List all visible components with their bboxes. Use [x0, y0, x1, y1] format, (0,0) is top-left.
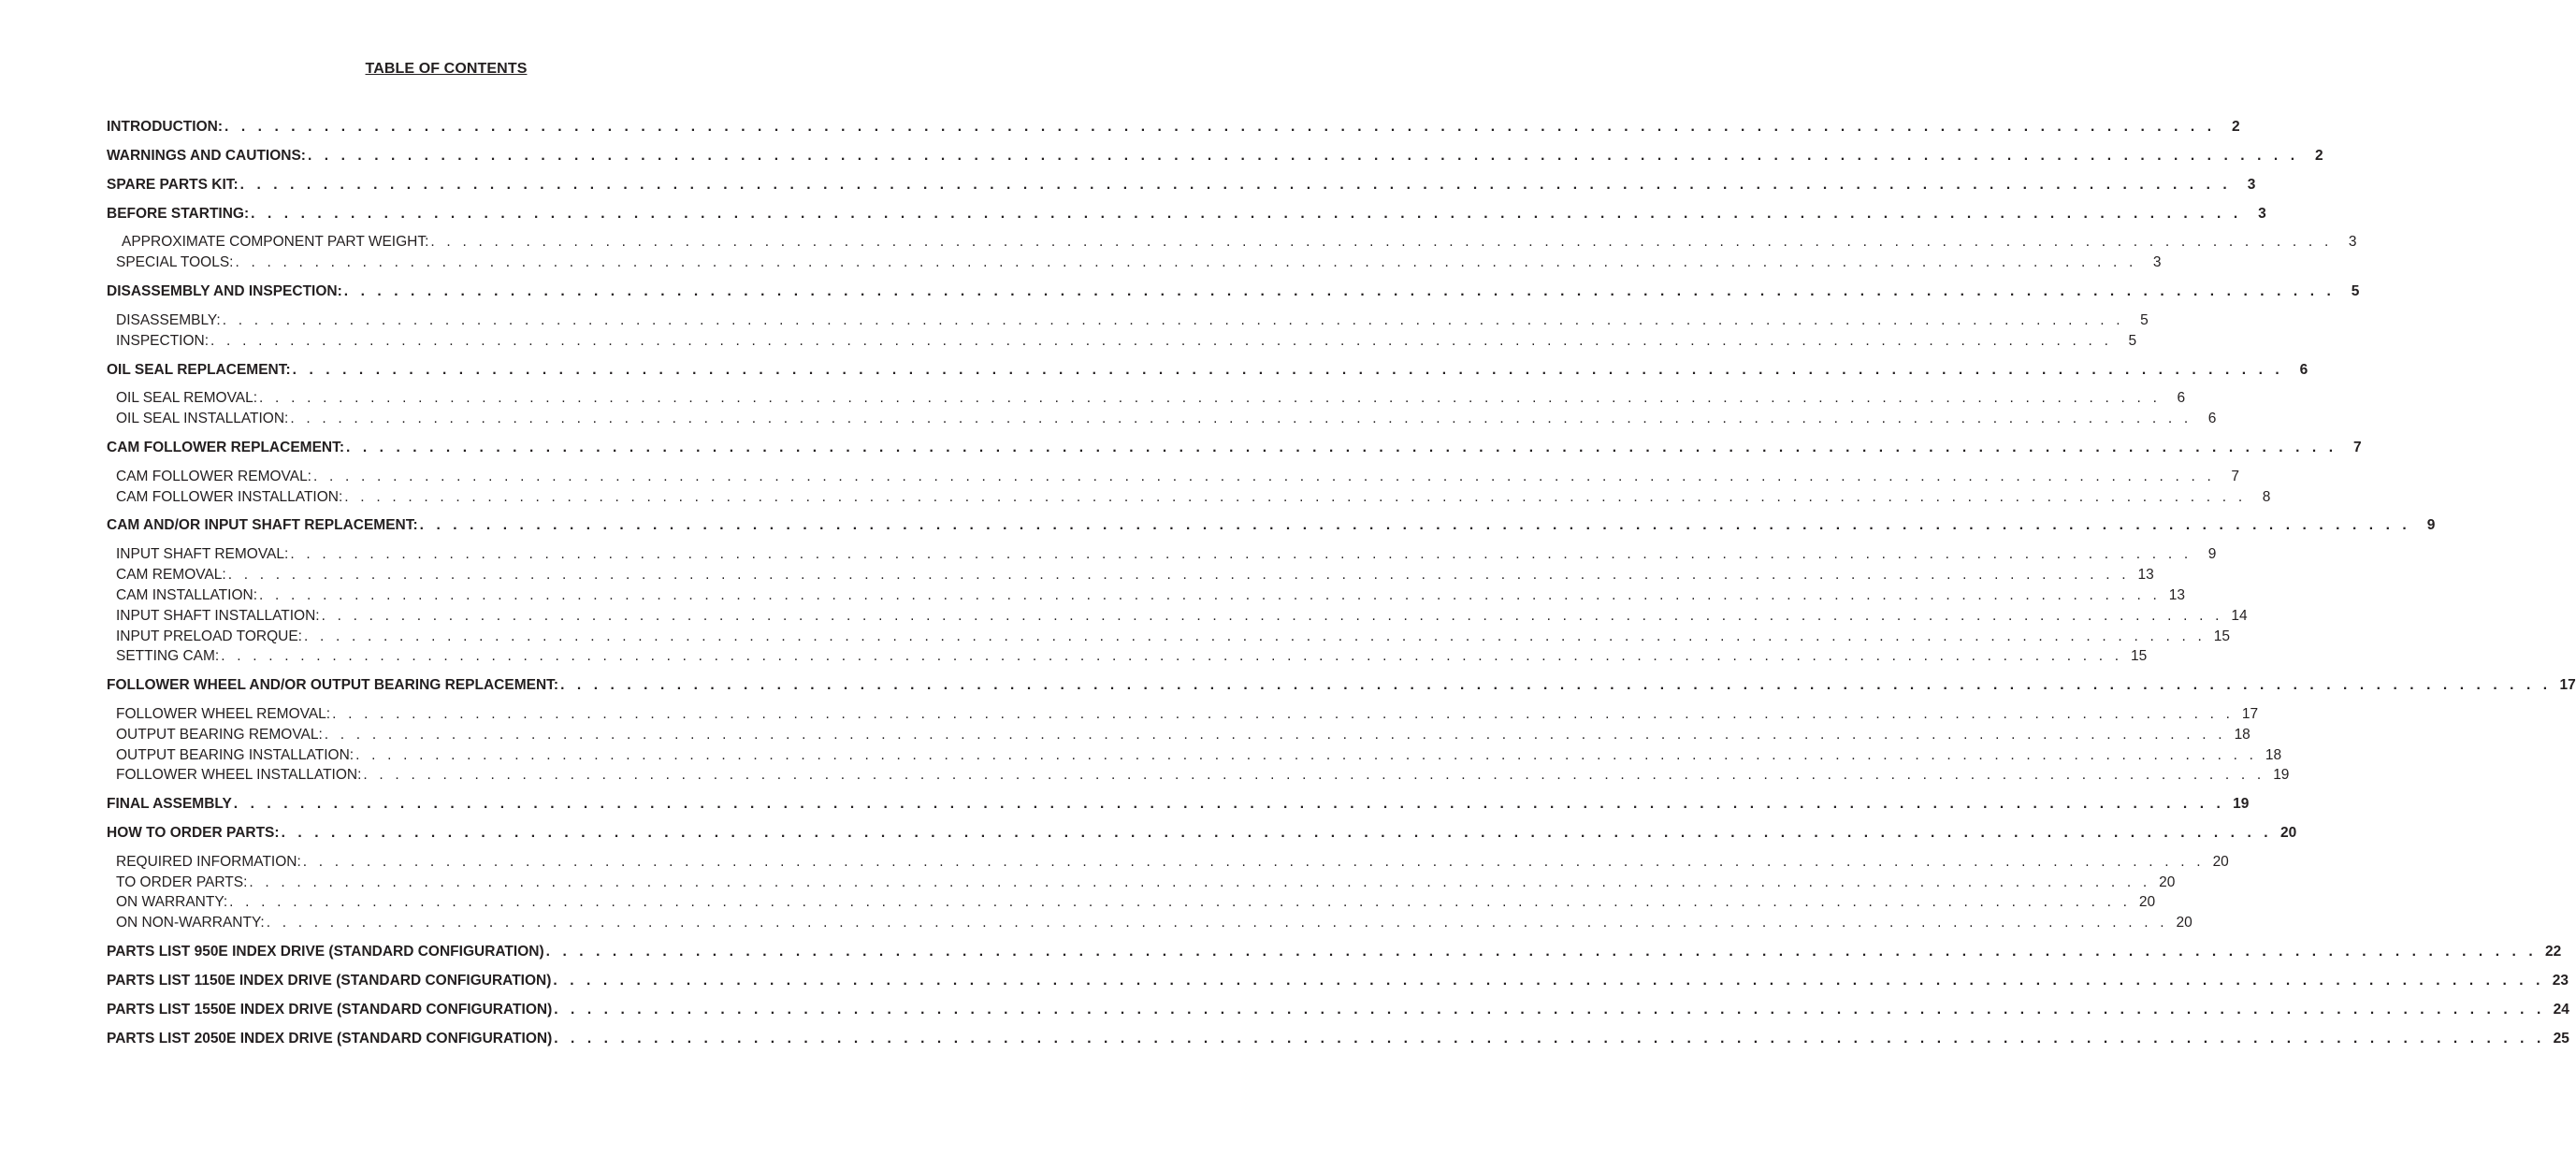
toc-entry-page: 8: [2262, 489, 2271, 505]
dot-leader: . . . . . . . . . . . . . . . . . . . . . . . . . . . . . . . . . . . . . . . . . . . . . . . . . . . . . . . . . . . . . . . . . . . . . . . . . . . . . . . . . . . . . . . . . . . . . . . . . . . . . . . . . . . . . . . . . . . . . . . .: [324, 727, 2226, 743]
dot-leader: . . . . . . . . . . . . . . . . . . . . . . . . . . . . . . . . . . . . . . . . . . . . . . . . . . . . . . . . . . . . . . . . . . . . . . . . . . . . . . . . . . . . . . . . . . . . . . . . . . . . . . . . . . . . . . . . . . . . . . . .: [344, 489, 2247, 505]
toc-entry-label: CAM FOLLOWER REPLACEMENT:: [107, 440, 345, 455]
toc-entry-label: FOLLOWER WHEEL INSTALLATION:: [116, 767, 362, 783]
dot-leader: . . . . . . . . . . . . . . . . . . . . . . . . . . . . . . . . . . . . . . . . . . . . . . . . . . . . . . . . . . . . . . . . . . . . . . . . . . . . . . . . . . . . . . . . . . . . . . . . . . . . . . . . . . . . . . . . . . . . . . . .: [554, 1002, 2545, 1018]
toc-entry-page: 13: [2168, 587, 2186, 603]
toc-entry-label: DISASSEMBLY:: [116, 312, 221, 328]
toc-entry-page: 20: [2138, 894, 2156, 910]
dot-leader: . . . . . . . . . . . . . . . . . . . . . . . . . . . . . . . . . . . . . . . . . . . . . . . . . . . . . . . . . . . . . . . . . . . . . . . . . . . . . . . . . . . . . . . . . . . . . . . . . . . . . . . . . . . . . . . . . . . . . . . .: [292, 362, 2284, 378]
toc-entry: [107, 439, 2362, 457]
toc-entry-page: 19: [2273, 767, 2290, 783]
toc-entry-page: 17: [2559, 677, 2576, 693]
dot-leader: . . . . . . . . . . . . . . . . . . . . . . . . . . . . . . . . . . . . . . . . . . . . . . . . . . . . . . . . . . . . . . . . . . . . . . . . . . . . . . . . . . . . . . . . . . . . . . . . . . . . . . . . . . . . . . . . . . . . . . . .: [554, 1031, 2545, 1047]
toc-entry-page: 13: [2137, 567, 2154, 583]
dot-leader: . . . . . . . . . . . . . . . . . . . . . . . . . . . . . . . . . . . . . . . . . . . . . . . . . . . . . . . . . . . . . . . . . . . . . . . . . . . . . . . . . . . . . . . . . . . . . . . . . . . . . . . . . . . . . . . . . . . . . . . .: [249, 874, 2151, 890]
toc-entry-page: 24: [2553, 1002, 2569, 1018]
dot-leader: . . . . . . . . . . . . . . . . . . . . . . . . . . . . . . . . . . . . . . . . . . . . . . . . . . . . . . . . . . . . . . . . . . . . . . . . . . . . . . . . . . . . . . . . . . . . . . . . . . . . . . . . . . . . . . . . . . . . . . . .: [430, 234, 2333, 250]
dot-leader: . . . . . . . . . . . . . . . . . . . . . . . . . . . . . . . . . . . . . . . . . . . . . . . . . . . . . . . . . . . . . . . . . . . . . . . . . . . . . . . . . . . . . . . . . . . . . . . . . . . . . . . . . . . . . . . . . . . . . . . .: [224, 119, 2216, 135]
toc-entry-label: PARTS LIST 950E INDEX DRIVE (STANDARD CONFIGURATION): [107, 944, 544, 960]
toc-entry-label: PARTS LIST 2050E INDEX DRIVE (STANDARD CONFIGURATION): [107, 1031, 553, 1047]
toc-subentry: [107, 726, 2250, 744]
toc-entry-label: PARTS LIST 1550E INDEX DRIVE (STANDARD CONFIGURATION): [107, 1002, 553, 1018]
dot-leader: . . . . . . . . . . . . . . . . . . . . . . . . . . . . . . . . . . . . . . . . . . . . . . . . . . . . . . . . . . . . . . . . . . . . . . . . . . . . . . . . . . . . . . . . . . . . . . . . . . . . . . . . . . . . . . . . . . . . . . . .: [221, 648, 2123, 664]
dot-leader: . . . . . . . . . . . . . . . . . . . . . . . . . . . . . . . . . . . . . . . . . . . . . . . . . . . . . . . . . . . . . . . . . . . . . . . . . . . . . . . . . . . . . . . . . . . . . . . . . . . . . . . . . . . . . . . . . . . . . . . .: [251, 206, 2242, 222]
toc-entry: [107, 282, 2360, 301]
toc-entry-label: WARNINGS AND CAUTIONS:: [107, 148, 306, 164]
toc-subentry: [107, 914, 2192, 932]
toc-entry-page: 25: [2553, 1031, 2569, 1047]
toc-entry-page: 20: [2159, 874, 2176, 890]
toc-subentry: [107, 607, 2248, 626]
toc-entry-page: 6: [2177, 390, 2186, 406]
dot-leader: . . . . . . . . . . . . . . . . . . . . . . . . . . . . . . . . . . . . . . . . . . . . . . . . . . . . . . . . . . . . . . . . . . . . . . . . . . . . . . . . . . . . . . . . . . . . . . . . . . . . . . . . . . . . . . . . . . . . . . . .: [307, 148, 2299, 164]
toc-entry-page: 18: [2265, 747, 2282, 763]
toc-subentry: [107, 545, 2217, 564]
dot-leader: . . . . . . . . . . . . . . . . . . . . . . . . . . . . . . . . . . . . . . . . . . . . . . . . . . . . . . . . . . . . . . . . . . . . . . . . . . . . . . . . . . . . . . . . . . . . . . . . . . . . . . . . . . . . . . . . . . . . . . . .: [321, 608, 2223, 624]
toc-entry-page: 3: [2258, 206, 2266, 222]
toc-subentry: [107, 332, 2137, 351]
toc-subentry: [107, 410, 2217, 428]
toc-entry-label: APPROXIMATE COMPONENT PART WEIGHT:: [122, 234, 429, 250]
toc-subentry: [107, 389, 2186, 408]
toc-entry-page: 20: [2279, 825, 2297, 841]
dot-leader: . . . . . . . . . . . . . . . . . . . . . . . . . . . . . . . . . . . . . . . . . . . . . . . . . . . . . . . . . . . . . . . . . . . . . . . . . . . . . . . . . . . . . . . . . . . . . . . . . . . . . . . . . . . . . . . . . . . . . . . .: [346, 440, 2337, 455]
toc-entry: [107, 1030, 2569, 1048]
dot-leader: . . . . . . . . . . . . . . . . . . . . . . . . . . . . . . . . . . . . . . . . . . . . . . . . . . . . . . . . . . . . . . . . . . . . . . . . . . . . . . . . . . . . . . . . . . . . . . . . . . . . . . . . . . . . . . . . . . . . . . . .: [303, 628, 2206, 644]
toc-entry-page: 15: [2131, 648, 2148, 664]
dot-leader: . . . . . . . . . . . . . . . . . . . . . . . . . . . . . . . . . . . . . . . . . . . . . . . . . . . . . . . . . . . . . . . . . . . . . . . . . . . . . . . . . . . . . . . . . . . . . . . . . . . . . . . . . . . . . . . . . . . . . . . .: [343, 283, 2336, 299]
toc-subentry: [107, 647, 2148, 666]
toc-entry-label: HOW TO ORDER PARTS:: [107, 825, 280, 841]
toc-entry-label: ON NON-WARRANTY:: [116, 915, 265, 931]
toc-entry: [107, 361, 2308, 380]
toc-entry: [107, 676, 2576, 695]
toc-entry-page: 5: [2351, 283, 2360, 299]
toc-entry-page: 23: [2552, 973, 2569, 989]
toc-entry-page: 2: [2232, 119, 2240, 135]
toc-entry: [107, 205, 2266, 224]
toc-entry-label: BEFORE STARTING:: [107, 206, 250, 222]
toc-entry-page: 9: [2426, 517, 2436, 533]
toc-subentry: [107, 628, 2230, 646]
toc-entry-page: 7: [2353, 440, 2362, 455]
toc-subentry: [107, 253, 2162, 272]
toc-entry-label: CAM REMOVAL:: [116, 567, 226, 583]
toc-entry-page: 7: [2231, 469, 2240, 484]
dot-leader: . . . . . . . . . . . . . . . . . . . . . . . . . . . . . . . . . . . . . . . . . . . . . . . . . . . . . . . . . . . . . . . . . . . . . . . . . . . . . . . . . . . . . . . . . . . . . . . . . . . . . . . . . . . . . . . . . . . . . . . .: [545, 944, 2538, 960]
toc-entry: [107, 824, 2297, 843]
toc-entry-page: 19: [2233, 796, 2250, 812]
dot-leader: . . . . . . . . . . . . . . . . . . . . . . . . . . . . . . . . . . . . . . . . . . . . . . . . . . . . . . . . . . . . . . . . . . . . . . . . . . . . . . . . . . . . . . . . . . . . . . . . . . . . . . . . . . . . . . . . . . . . . . . .: [355, 747, 2258, 763]
toc-entry-page: 20: [2176, 915, 2192, 931]
toc-entry-label: INTRODUCTION:: [107, 119, 223, 135]
toc-entry-page: 20: [2212, 854, 2229, 870]
toc-entry-page: 22: [2545, 944, 2562, 960]
toc-subentry: [107, 705, 2259, 724]
dot-leader: . . . . . . . . . . . . . . . . . . . . . . . . . . . . . . . . . . . . . . . . . . . . . . . . . . . . . . . . . . . . . . . . . . . . . . . . . . . . . . . . . . . . . . . . . . . . . . . . . . . . . . . . . . . . . . . . . . . . . . . .: [302, 854, 2205, 870]
toc-subentry: [107, 766, 2290, 785]
dot-leader: . . . . . . . . . . . . . . . . . . . . . . . . . . . . . . . . . . . . . . . . . . . . . . . . . . . . . . . . . . . . . . . . . . . . . . . . . . . . . . . . . . . . . . . . . . . . . . . . . . . . . . . . . . . . . . . . . . . . . . . .: [239, 177, 2232, 193]
dot-leader: . . . . . . . . . . . . . . . . . . . . . . . . . . . . . . . . . . . . . . . . . . . . . . . . . . . . . . . . . . . . . . . . . . . . . . . . . . . . . . . . . . . . . . . . . . . . . . . . . . . . . . . . . . . . . . . . . . . . . . . .: [259, 390, 2162, 406]
toc-entry-page: 9: [2207, 546, 2217, 562]
dot-leader: . . . . . . . . . . . . . . . . . . . . . . . . . . . . . . . . . . . . . . . . . . . . . . . . . . . . . . . . . . . . . . . . . . . . . . . . . . . . . . . . . . . . . . . . . . . . . . . . . . . . . . . . . . . . . . . . . . . . . . . .: [560, 677, 2552, 693]
toc-entry: [107, 147, 2323, 166]
toc-entry-page: 15: [2213, 628, 2230, 644]
toc-entry-page: 6: [2299, 362, 2308, 378]
toc-entry: [107, 1001, 2569, 1019]
dot-leader: . . . . . . . . . . . . . . . . . . . . . . . . . . . . . . . . . . . . . . . . . . . . . . . . . . . . . . . . . . . . . . . . . . . . . . . . . . . . . . . . . . . . . . . . . . . . . . . . . . . . . . . . . . . . . . . . . . . . . . . .: [233, 796, 2225, 812]
dot-leader: . . . . . . . . . . . . . . . . . . . . . . . . . . . . . . . . . . . . . . . . . . . . . . . . . . . . . . . . . . . . . . . . . . . . . . . . . . . . . . . . . . . . . . . . . . . . . . . . . . . . . . . . . . . . . . . . . . . . . . . .: [553, 973, 2545, 989]
toc-subentry: [107, 586, 2186, 605]
dot-leader: . . . . . . . . . . . . . . . . . . . . . . . . . . . . . . . . . . . . . . . . . . . . . . . . . . . . . . . . . . . . . . . . . . . . . . . . . . . . . . . . . . . . . . . . . . . . . . . . . . . . . . . . . . . . . . . . . . . . . . . .: [290, 546, 2192, 562]
toc-entry-page: 2: [2315, 148, 2323, 164]
dot-leader: . . . . . . . . . . . . . . . . . . . . . . . . . . . . . . . . . . . . . . . . . . . . . . . . . . . . . . . . . . . . . . . . . . . . . . . . . . . . . . . . . . . . . . . . . . . . . . . . . . . . . . . . . . . . . . . . . . . . . . . .: [281, 825, 2273, 841]
dot-leader: . . . . . . . . . . . . . . . . . . . . . . . . . . . . . . . . . . . . . . . . . . . . . . . . . . . . . . . . . . . . . . . . . . . . . . . . . . . . . . . . . . . . . . . . . . . . . . . . . . . . . . . . . . . . . . . . . . . . . . . .: [235, 254, 2137, 270]
dot-leader: . . . . . . . . . . . . . . . . . . . . . . . . . . . . . . . . . . . . . . . . . . . . . . . . . . . . . . . . . . . . . . . . . . . . . . . . . . . . . . . . . . . . . . . . . . . . . . . . . . . . . . . . . . . . . . . . . . . . . . . .: [227, 567, 2130, 583]
dot-leader: . . . . . . . . . . . . . . . . . . . . . . . . . . . . . . . . . . . . . . . . . . . . . . . . . . . . . . . . . . . . . . . . . . . . . . . . . . . . . . . . . . . . . . . . . . . . . . . . . . . . . . . . . . . . . . . . . . . . . . . .: [290, 411, 2192, 426]
toc-entry-page: 3: [2247, 177, 2256, 193]
toc-entry-page: 18: [2234, 727, 2250, 743]
toc-entry-label: FOLLOWER WHEEL AND/OR OUTPUT BEARING REPLACEMENT:: [107, 677, 559, 693]
toc-entry-page: 6: [2207, 411, 2217, 426]
toc-entry-label: SETTING CAM:: [116, 648, 220, 664]
toc-subentry: [107, 233, 2357, 252]
toc-subentry: [107, 746, 2282, 765]
toc-entry-label: SPARE PARTS KIT:: [107, 177, 239, 193]
dot-leader: . . . . . . . . . . . . . . . . . . . . . . . . . . . . . . . . . . . . . . . . . . . . . . . . . . . . . . . . . . . . . . . . . . . . . . . . . . . . . . . . . . . . . . . . . . . . . . . . . . . . . . . . . . . . . . . . . . . . . . . .: [332, 706, 2235, 722]
toc-entry-page: 3: [2152, 254, 2162, 270]
toc-entry: [107, 943, 2562, 961]
toc-subentry: [107, 311, 2149, 330]
toc-entry: [107, 972, 2569, 990]
toc-entry-label: DISASSEMBLY AND INSPECTION:: [107, 283, 342, 299]
toc-subentry: [107, 468, 2240, 486]
toc-entry-page: 5: [2128, 333, 2137, 349]
toc-entry-label: CAM INSTALLATION:: [116, 587, 258, 603]
toc-entry-label: CAM FOLLOWER REMOVAL:: [116, 469, 311, 484]
dot-leader: . . . . . . . . . . . . . . . . . . . . . . . . . . . . . . . . . . . . . . . . . . . . . . . . . . . . . . . . . . . . . . . . . . . . . . . . . . . . . . . . . . . . . . . . . . . . . . . . . . . . . . . . . . . . . . . . . . . . . . . .: [229, 894, 2132, 910]
toc-entry-label: SPECIAL TOOLS:: [116, 254, 234, 270]
toc-entry-label: OIL SEAL REMOVAL:: [116, 390, 258, 406]
toc-entry-label: REQUIRED INFORMATION:: [116, 854, 301, 870]
toc-entry: [107, 176, 2256, 195]
toc-entry-label: TO ORDER PARTS:: [116, 874, 248, 890]
toc-entry-page: 17: [2241, 706, 2259, 722]
toc-entry-label: ON WARRANTY:: [116, 894, 228, 910]
toc-entry-page: 14: [2231, 608, 2248, 624]
toc-subentry: [107, 873, 2176, 892]
toc-entry-label: OIL SEAL REPLACEMENT:: [107, 362, 291, 378]
toc-subentry: [107, 853, 2229, 872]
toc-entry-page: 3: [2348, 234, 2357, 250]
toc-entry: [107, 795, 2250, 814]
dot-leader: . . . . . . . . . . . . . . . . . . . . . . . . . . . . . . . . . . . . . . . . . . . . . . . . . . . . . . . . . . . . . . . . . . . . . . . . . . . . . . . . . . . . . . . . . . . . . . . . . . . . . . . . . . . . . . . . . . . . . . . .: [222, 312, 2124, 328]
toc-entry: [107, 516, 2436, 535]
toc-entry-page: 5: [2140, 312, 2149, 328]
toc-subentry: [107, 566, 2154, 585]
toc-entry-label: CAM AND/OR INPUT SHAFT REPLACEMENT:: [107, 517, 418, 533]
toc-title: TABLE OF CONTENTS: [365, 61, 528, 77]
dot-leader: . . . . . . . . . . . . . . . . . . . . . . . . . . . . . . . . . . . . . . . . . . . . . . . . . . . . . . . . . . . . . . . . . . . . . . . . . . . . . . . . . . . . . . . . . . . . . . . . . . . . . . . . . . . . . . . . . . . . . . . .: [363, 767, 2265, 783]
dot-leader: . . . . . . . . . . . . . . . . . . . . . . . . . . . . . . . . . . . . . . . . . . . . . . . . . . . . . . . . . . . . . . . . . . . . . . . . . . . . . . . . . . . . . . . . . . . . . . . . . . . . . . . . . . . . . . . . . . . . . . . .: [210, 333, 2113, 349]
toc-subentry: [107, 488, 2271, 507]
toc-entry-label: INPUT PRELOAD TORQUE:: [116, 628, 302, 644]
toc-entry-label: OIL SEAL INSTALLATION:: [116, 411, 289, 426]
toc-entry-label: INSPECTION:: [116, 333, 210, 349]
toc-entry-label: INPUT SHAFT INSTALLATION:: [116, 608, 320, 624]
toc-entry-label: CAM FOLLOWER INSTALLATION:: [116, 489, 343, 505]
toc-entry-label: OUTPUT BEARING INSTALLATION:: [116, 747, 355, 763]
toc-entry-label: INPUT SHAFT REMOVAL:: [116, 546, 289, 562]
toc-entry-label: FOLLOWER WHEEL REMOVAL:: [116, 706, 331, 722]
dot-leader: . . . . . . . . . . . . . . . . . . . . . . . . . . . . . . . . . . . . . . . . . . . . . . . . . . . . . . . . . . . . . . . . . . . . . . . . . . . . . . . . . . . . . . . . . . . . . . . . . . . . . . . . . . . . . . . . . . . . . . . .: [259, 587, 2162, 603]
toc-entry-label: OUTPUT BEARING REMOVAL:: [116, 727, 323, 743]
toc-subentry: [107, 893, 2156, 912]
toc-entry-label: PARTS LIST 1150E INDEX DRIVE (STANDARD CONFIGURATION): [107, 973, 552, 989]
dot-leader: . . . . . . . . . . . . . . . . . . . . . . . . . . . . . . . . . . . . . . . . . . . . . . . . . . . . . . . . . . . . . . . . . . . . . . . . . . . . . . . . . . . . . . . . . . . . . . . . . . . . . . . . . . . . . . . . . . . . . . . .: [419, 517, 2411, 533]
toc-entry-label: FINAL ASSEMBLY: [107, 796, 232, 812]
dot-leader: . . . . . . . . . . . . . . . . . . . . . . . . . . . . . . . . . . . . . . . . . . . . . . . . . . . . . . . . . . . . . . . . . . . . . . . . . . . . . . . . . . . . . . . . . . . . . . . . . . . . . . . . . . . . . . . . . . . . . . . .: [313, 469, 2216, 484]
toc-entry: [107, 118, 2240, 137]
dot-leader: . . . . . . . . . . . . . . . . . . . . . . . . . . . . . . . . . . . . . . . . . . . . . . . . . . . . . . . . . . . . . . . . . . . . . . . . . . . . . . . . . . . . . . . . . . . . . . . . . . . . . . . . . . . . . . . . . . . . . . . .: [266, 915, 2168, 931]
